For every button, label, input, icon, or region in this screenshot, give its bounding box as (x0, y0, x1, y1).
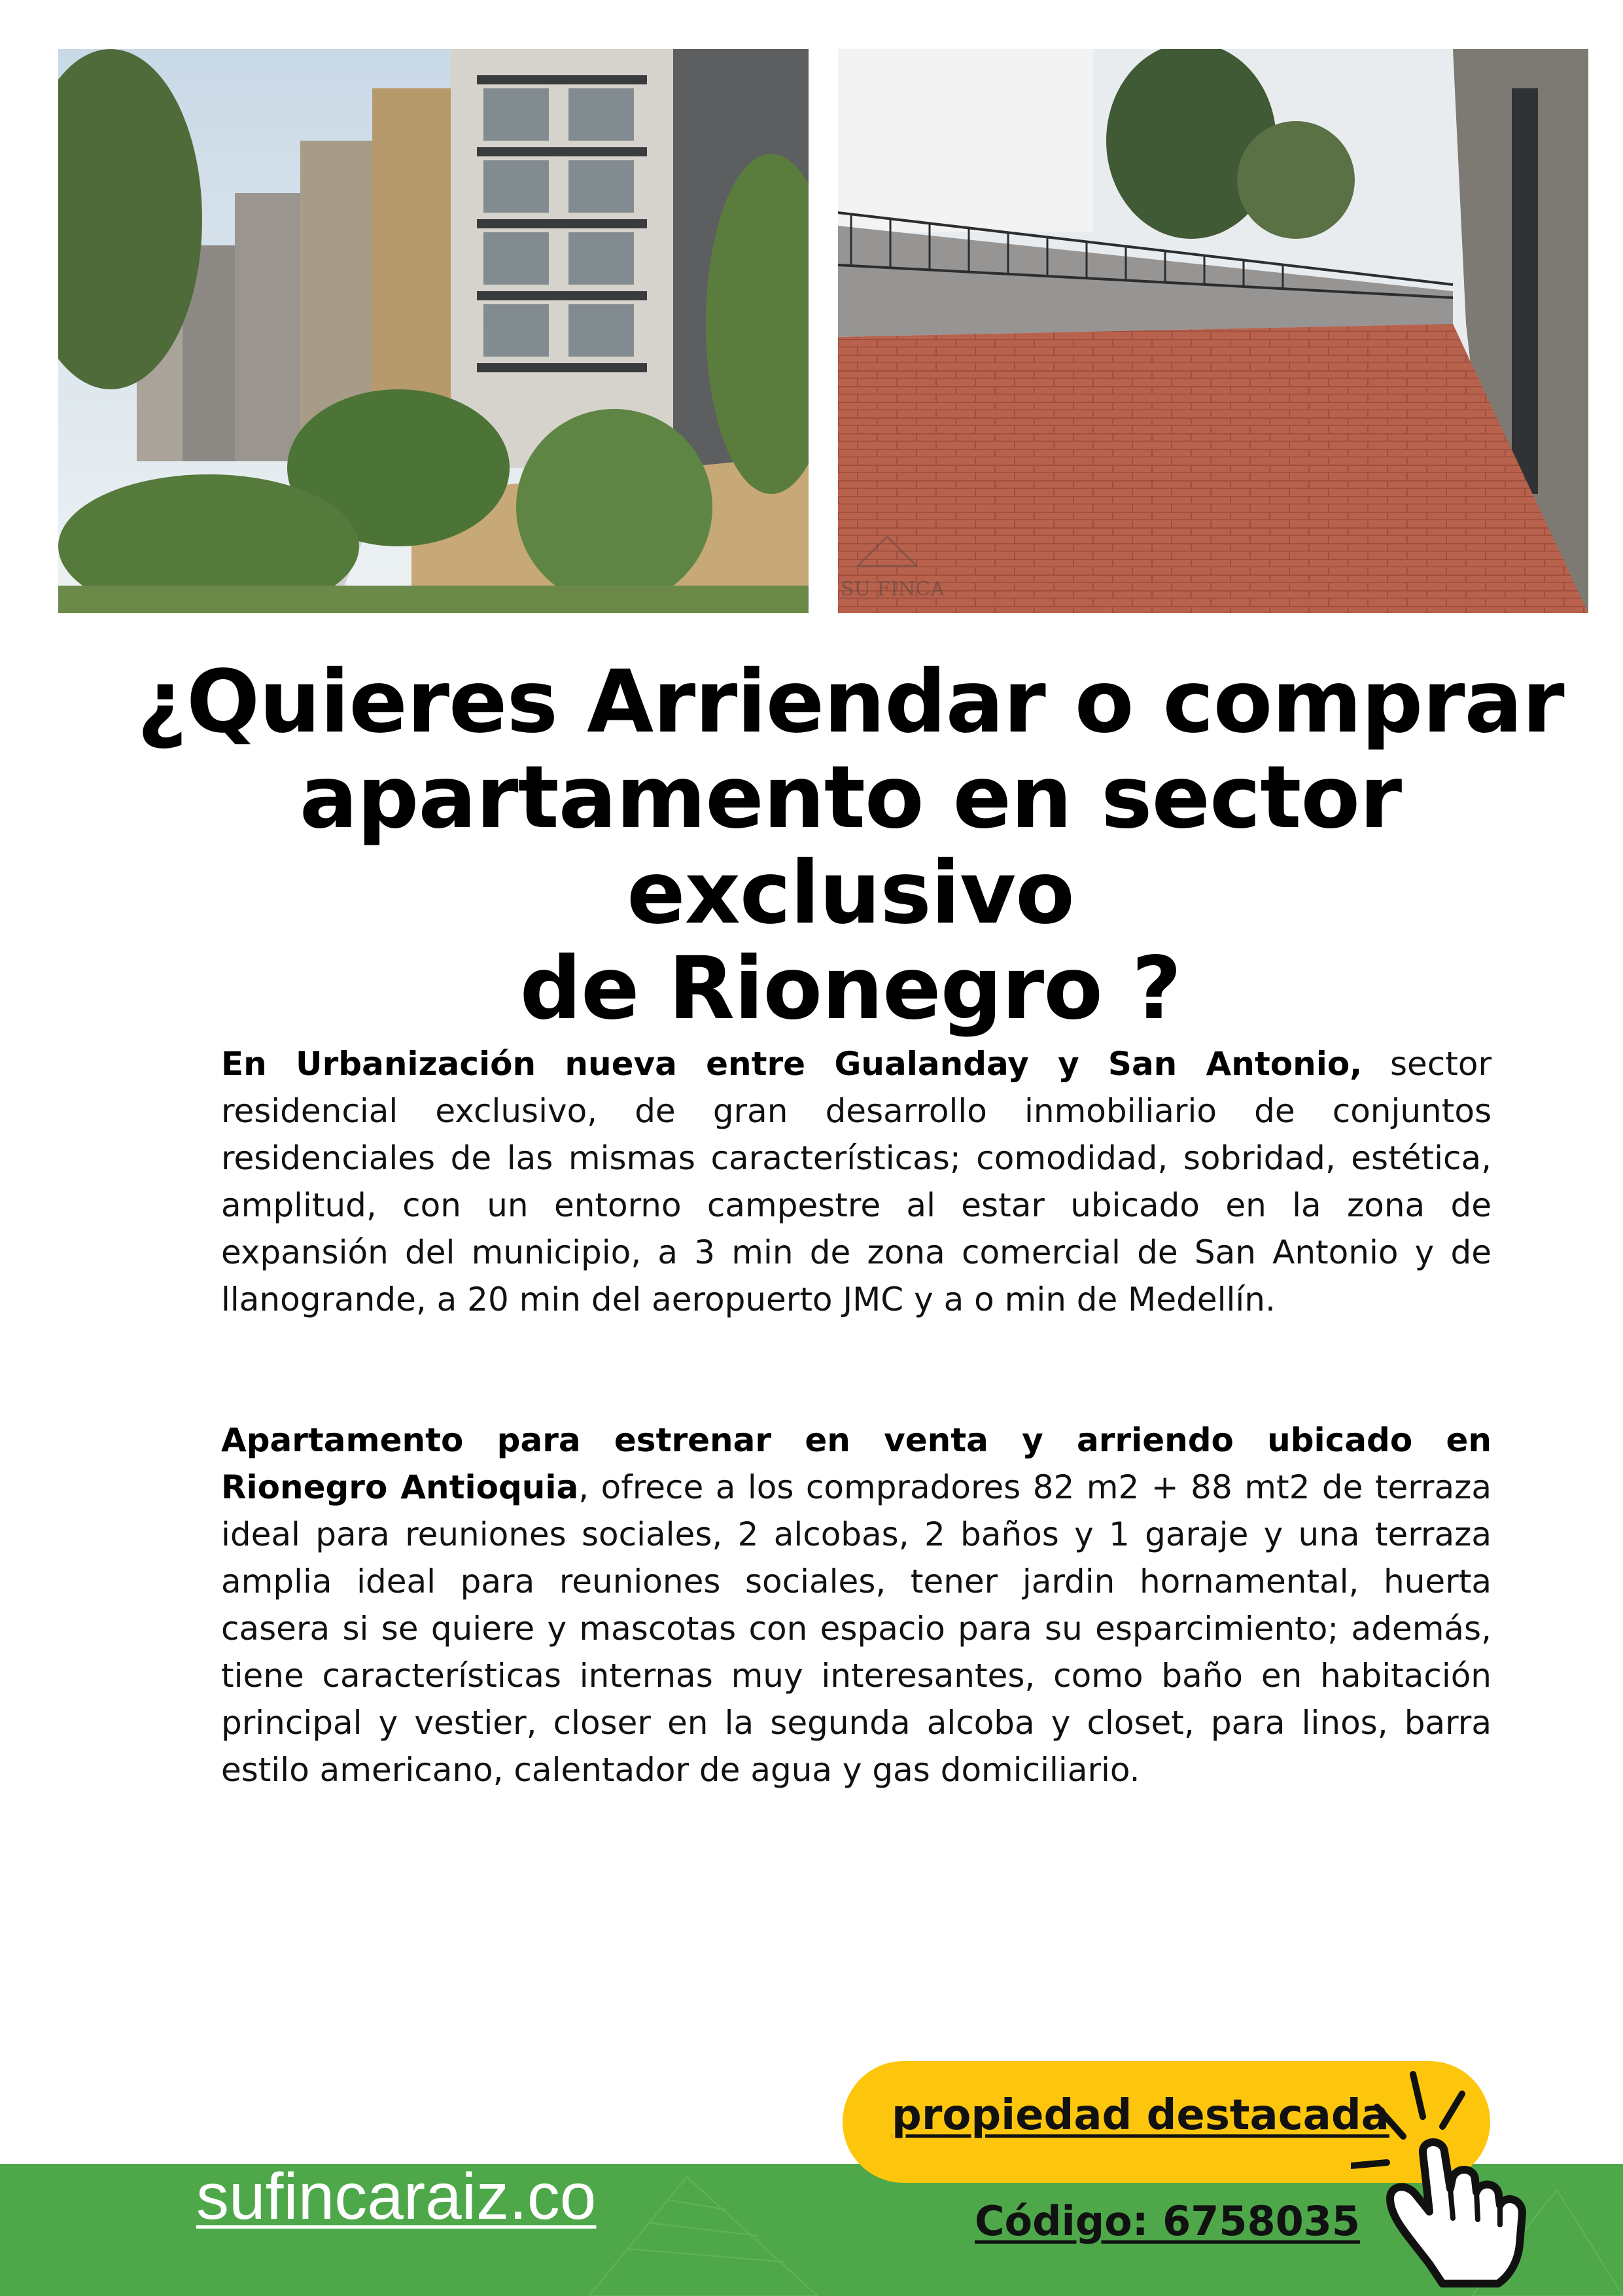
page-title (79, 652, 1622, 1039)
paragraph-1-text: sector residencial exclusivo, de gran desarrollo inmobiliario de conjuntos residenciales de las mismas características; comodidad, sobridad, estética, amplitud, con un entorno campestre al estar ubicado en la zona de expansión del municipio, a 3 min de zona comercial de San Antonio y de llanogrande, a 20 min del aeropuerto JMC y a o min de Medellín. (221, 1045, 1492, 1318)
description-paragraph-2 (221, 1417, 1492, 1793)
headline-line-3: de Rionegro ? (519, 938, 1181, 1039)
hand-pointer-icon (1351, 2068, 1567, 2290)
description-paragraph-1 (221, 1040, 1492, 1323)
paragraph-2-text: , ofrece a los compradores 82 m2 + 88 mt2 de terraza ideal para reuniones sociales, 2 alcobas, 2 baños y 1 garaje y una terraza amplia ideal para reuniones sociales, tener jardin hornamental, huerta casera si se quiere y mascotas con espacio para su esparcimiento; además, tiene características internas muy interesantes, como baño en habitación principal y vestier, closer en la segunda alcoba y closet, para linos, barra estilo americano, calentador de agua y gas domiciliario. (221, 1468, 1492, 1789)
svg-text:SU FINCA: SU FINCA (841, 578, 945, 601)
property-code: Código: 6758035 (975, 2197, 1361, 2245)
headline-line-2: apartamento en sector exclusivo (299, 747, 1402, 944)
featured-property-label[interactable]: propiedad destacada (892, 2091, 1389, 2140)
paragraph-1-lead: En Urbanización nueva entre Gualanday y San Antonio, (221, 1045, 1363, 1083)
paragraph-2-lead: Apartamento para estrenar en venta y arriendo ubicado en Rionegro Antioquia (221, 1421, 1492, 1506)
terrace-photo (838, 49, 1588, 613)
headline-line-1: ¿Quieres Arriendar o comprar (137, 652, 1564, 752)
website-link[interactable]: sufincaraiz.co (196, 2160, 597, 2233)
building-render-photo (58, 49, 809, 613)
